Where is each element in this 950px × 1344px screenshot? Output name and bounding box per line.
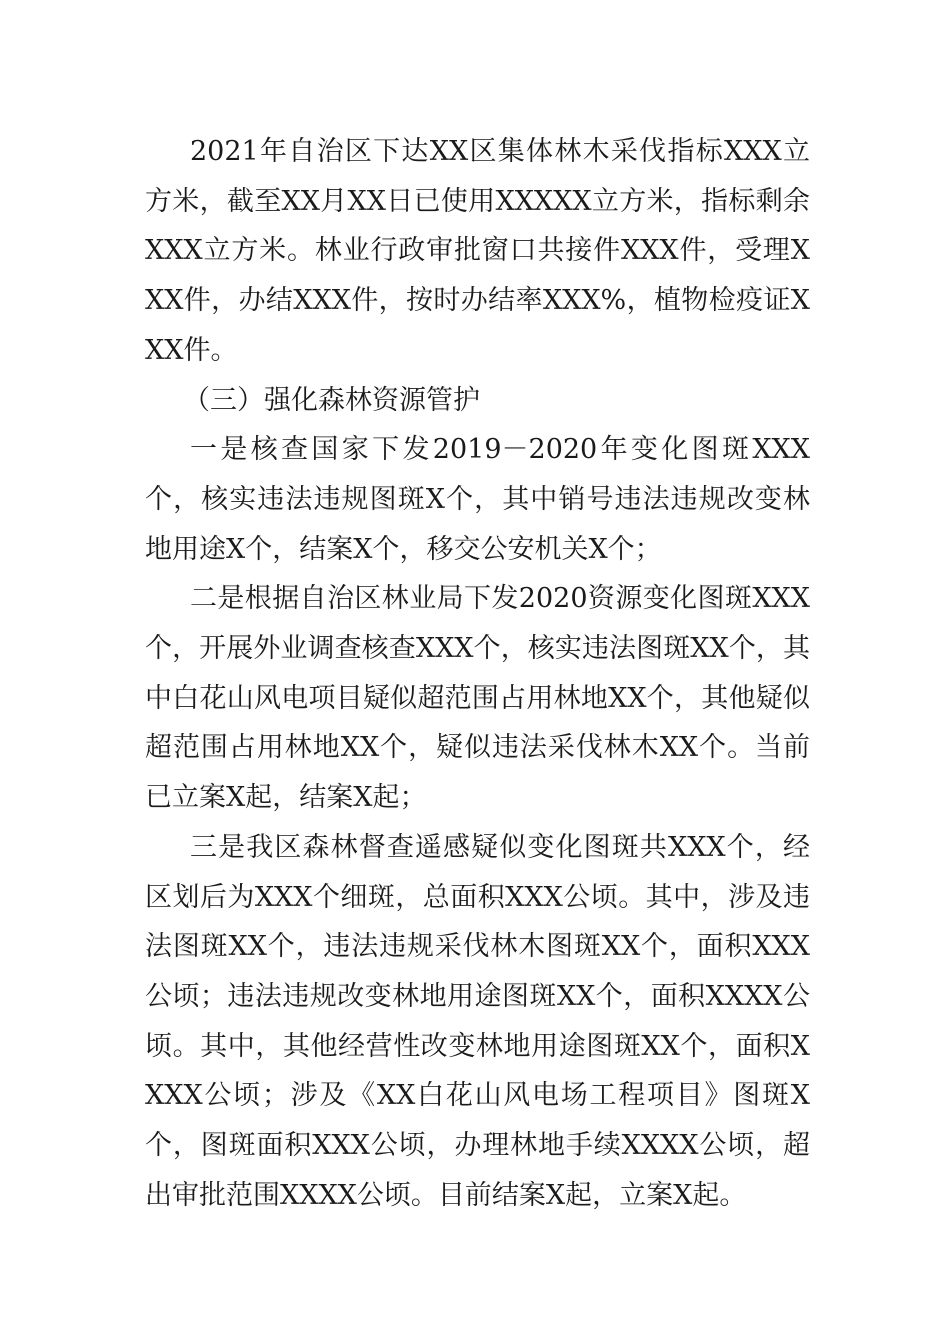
paragraph-harvest-approval: 2021年自治区下达XX区集体林木采伐指标XXX立方米，截至XX月XX日已使用XXXXX立方米，指标剩余XXX立方米。林业行政审批窗口共接件XXX件，受理XXX件，办结XXX件，按时办结率XXX%，植物检疫证XXX件。 [145,136,810,366]
paragraph-regional-patches: 二是根据自治区林业局下发2020资源变化图斑XXX个，开展外业调查核查XXX个，核实违法图斑XX个，其中白花山风电项目疑似超范围占用林地XX个，其他疑似超范围占用林地XX个，疑似违法采伐林木XX个。当前已立案X起，结案X起； [145,583,810,814]
section-heading-forest-protection: （三）强化森林资源管护 [183,384,480,416]
paragraph-national-patches: 一是核查国家下发2019－2020年变化图斑XXX个，核实违法违规图斑X个，其中销号违法违规改变林地用途X个，结案X个，移交公安机关X个； [145,434,810,565]
document-body [145,127,810,1220]
paragraph-remote-sensing-patches: 三是我区森林督查遥感疑似变化图斑共XXX个，经区划后为XXX个细斑，总面积XXX公顷。其中，涉及违法图斑XX个，违法违规采伐林木图斑XX个，面积XXX公顷；违法违规改变林地用途图斑XX个，面积XXXX公顷。其中，其他经营性改变林地用途图斑XX个，面积XXXX公顷；涉及《XX白花山风电场工程项目》图斑X个，图斑面积XXX公顷，办理林地手续XXXX公顷，超出审批范围XXXX公顷。目前结案X起，立案X起。 [145,831,810,1211]
